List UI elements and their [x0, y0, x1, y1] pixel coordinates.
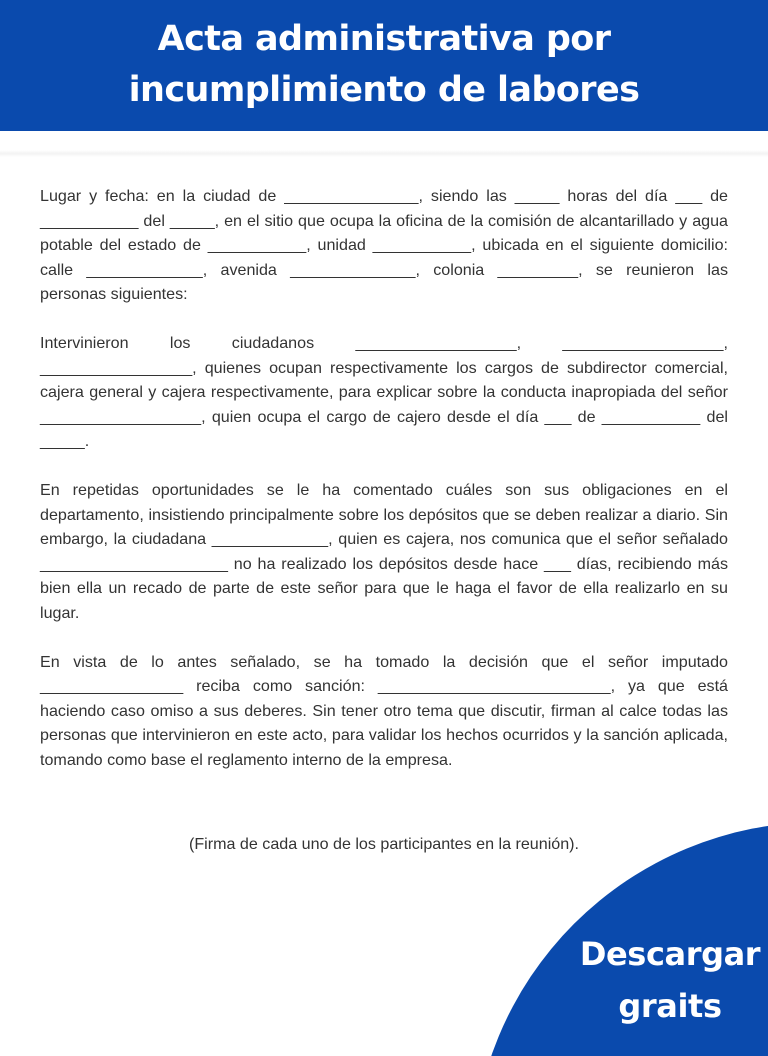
fill-in-blank[interactable]: ___________ [207, 236, 307, 254]
fill-in-blank[interactable]: ___________ [40, 211, 139, 230]
fill-in-blank[interactable]: ________________ [40, 677, 184, 695]
paragraph-sancion: En vista de lo antes señalado, se ha tomado la decisión que el señor imputado ________________ reciba como sanción: __________________________, ya que está haciendo caso omiso a sus deberes. Sin tener otro tema que discutir, firman al calce todas las personas que intervinieron en este acto, para validar los hechos ocurridos y la sanción aplicada, tomando como base el reglamento interno de la empresa. [40, 652, 728, 769]
fill-in-blank[interactable]: __________________ [562, 334, 724, 352]
title-banner [0, 0, 768, 131]
fill-in-blank[interactable]: ___ [544, 554, 571, 573]
fill-in-blank[interactable]: ___ [544, 407, 572, 426]
document-body [40, 184, 728, 797]
fill-in-blank[interactable]: _______________ [284, 187, 419, 205]
fill-in-blank[interactable]: __________________ [355, 334, 517, 352]
fill-in-blank[interactable]: ___ [675, 187, 703, 205]
signature-note: (Firma de cada uno de los participantes en la reunión). [188, 835, 580, 853]
download-button[interactable] [472, 822, 768, 1056]
fill-in-blank[interactable]: __________________________ [377, 677, 611, 695]
fill-in-blank[interactable]: _________ [497, 260, 579, 279]
fill-in-blank[interactable]: _____ [40, 432, 85, 450]
download-label-line-2: graits [618, 987, 722, 1025]
fill-in-blank[interactable]: _____ [514, 187, 560, 205]
download-label-line-1: Descargar [579, 935, 761, 973]
paragraph-lugar-fecha: Lugar y fecha: en la ciudad de _______________, siendo las _____ horas del día ___ de ___________ del _____, en el sitio que ocupa la oficina de la comisión de alcantarillado y agua potable del estado de ___________, unidad ___________, ubicada en el siguiente domicilio: calle _____________, avenida ______________, colonia _________, se reunieron las personas siguientes: [40, 187, 728, 303]
fill-in-blank[interactable]: __________________ [40, 407, 202, 426]
divider [0, 150, 768, 157]
fill-in-blank[interactable]: _________________ [40, 358, 193, 377]
fill-in-blank[interactable]: ___________ [372, 236, 472, 254]
fill-in-blank[interactable]: ___________ [601, 407, 701, 426]
page-title-line-2: incumplimiento de labores [128, 70, 640, 110]
fill-in-blank[interactable]: _____________ [86, 260, 203, 279]
page-title-line-1: Acta administrativa por [157, 19, 611, 59]
fill-in-blank[interactable]: _____ [169, 211, 215, 230]
paragraph-intervinieron: Intervinieron los ciudadanos __________________, __________________, _________________, quienes ocupan respectivamente los cargos de subdirector comercial, cajera general y cajera respectivamente, para explicar sobre la conducta inapropiada del señor __________________, quien ocupa el cargo de cajero desde el día ___ de ___________ del _____. [40, 334, 728, 450]
fill-in-blank[interactable]: ______________ [290, 260, 416, 279]
fill-in-blank[interactable]: _____________________ [40, 554, 228, 573]
fill-in-blank[interactable]: _____________ [211, 530, 329, 548]
paragraph-repetidas-oportunidades: En repetidas oportunidades se le ha comentado cuáles son sus obligaciones en el departamento, insistiendo principalmente sobre los depósitos que se deben realizar a diario. Sin embargo, la ciudadana _____________, quien es cajera, nos comunica que el señor señalado _____________________ no ha realizado los depósitos desde hace ___ días, recibiendo más bien ella un recado de parte de este señor para que le haga el favor de ella realizarlo en su lugar. [40, 481, 728, 622]
